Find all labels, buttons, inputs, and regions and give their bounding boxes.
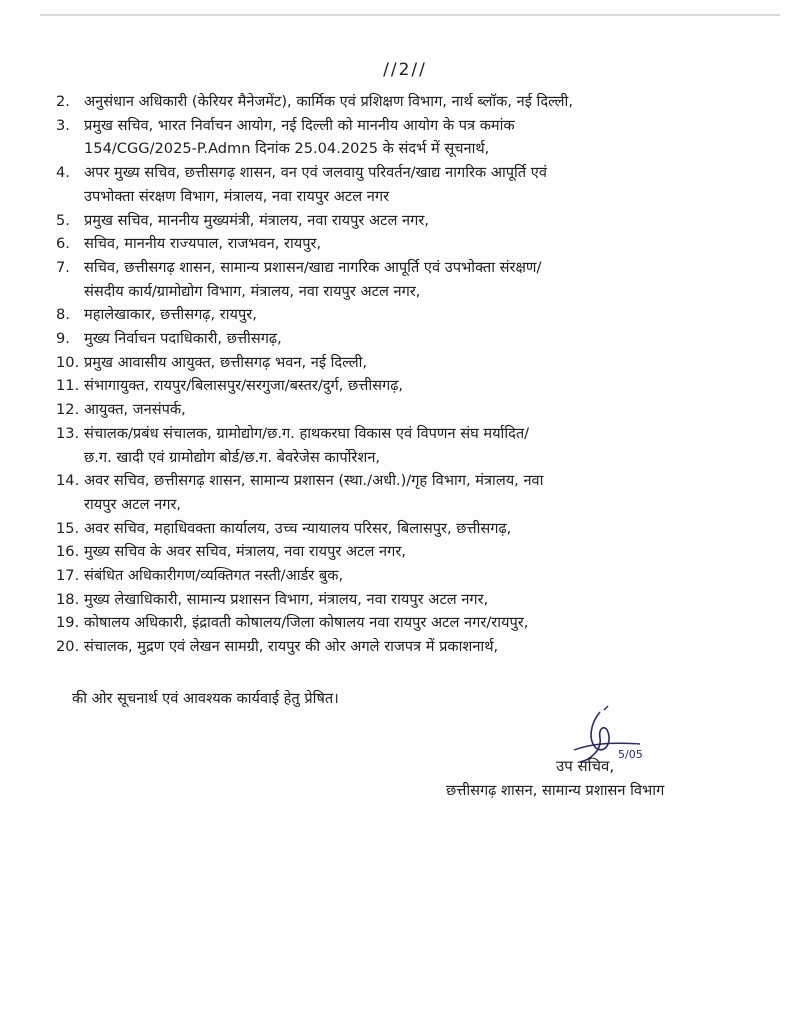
list-item-number: 6. bbox=[56, 235, 70, 253]
page-number: //2// bbox=[383, 60, 427, 80]
list-item-number: 5. bbox=[56, 211, 70, 229]
page-edge-line bbox=[40, 14, 780, 16]
list-item-number: 3. bbox=[56, 116, 70, 134]
list-item-number: 17. bbox=[56, 567, 80, 585]
list-item bbox=[56, 161, 766, 208]
list-item-number: 14. bbox=[56, 472, 80, 490]
list-item bbox=[56, 422, 766, 469]
list-item-number: 4. bbox=[56, 164, 70, 182]
list-item-text: संचालक/प्रबंध संचालक, ग्रामोद्योग/छ.ग. हाथकरघा विकास एवं विपणन संघ मर्यादित/ छ.ग. खादी एवं ग्रामोद्योग बोर्ड/छ.ग. बेवरेजेस कार्पोरेशन, bbox=[84, 424, 530, 466]
list-item-text: संबंधित अधिकारीगण/व्यक्तिगत नस्ती/आर्डर बुक, bbox=[84, 567, 344, 585]
list-item-text: सचिव, छत्तीसगढ़ शासन, सामान्य प्रशासन/खाद्य नागरिक आपूर्ति एवं उपभोक्ता संरक्षण/ संसदीय कार्य/ग्रामोद्योग विभाग, मंत्रालय, नवा रायपुर अटल नगर, bbox=[84, 258, 542, 300]
list-item-text: संचालक, मुद्रण एवं लेखन सामग्री, रायपुर की ओर अगले राजपत्र में प्रकाशनार्थ, bbox=[84, 638, 499, 656]
list-item bbox=[56, 588, 766, 612]
signature-date: 5/05 bbox=[618, 748, 643, 761]
list-item-text: महालेखाकार, छत्तीसगढ़, रायपुर, bbox=[84, 306, 257, 324]
list-item bbox=[56, 564, 766, 588]
list-item-text: अवर सचिव, छत्तीसगढ़ शासन, सामान्य प्रशासन (स्था./अधी.)/गृह विभाग, मंत्रालय, नवा रायपुर अटल नगर, bbox=[84, 472, 544, 513]
list-item bbox=[56, 114, 766, 161]
list-item-number: 10. bbox=[56, 353, 80, 371]
list-item bbox=[56, 469, 766, 516]
list-item-number: 7. bbox=[56, 258, 70, 276]
list-item-number: 20. bbox=[56, 638, 80, 656]
list-item bbox=[56, 611, 766, 635]
list-item-number: 13. bbox=[56, 424, 80, 442]
list-item bbox=[56, 351, 766, 375]
list-item bbox=[56, 540, 766, 564]
list-item-text: मुख्य लेखाधिकारी, सामान्य प्रशासन विभाग, मंत्रालय, नवा रायपुर अटल नगर, bbox=[84, 590, 489, 608]
list-item bbox=[56, 517, 766, 541]
list-item-number: 2. bbox=[56, 93, 70, 110]
list-item bbox=[56, 327, 766, 351]
list-item-number: 18. bbox=[56, 590, 80, 608]
list-item-number: 11. bbox=[56, 377, 80, 395]
list-item-text: अवर सचिव, महाधिवक्ता कार्यालय, उच्च न्यायालय परिसर, बिलासपुर, छत्तीसगढ़, bbox=[84, 519, 512, 537]
list-item-text: प्रमुख सचिव, माननीय मुख्यमंत्री, मंत्रालय, नवा रायपुर अटल नगर, bbox=[84, 211, 429, 229]
list-item-text: अनुसंधान अधिकारी (केरियर मैनेजमेंट), कार्मिक एवं प्रशिक्षण विभाग, नार्थ ब्लॉक, नई दिल्ली, bbox=[84, 93, 573, 110]
list-item-text: संभागायुक्त, रायपुर/बिलासपुर/सरगुजा/बस्तर/दुर्ग, छत्तीसगढ़, bbox=[84, 377, 404, 395]
list-item-text: सचिव, माननीय राज्यपाल, राजभवन, रायपुर, bbox=[84, 235, 322, 253]
signatory-designation: उप सचिव, bbox=[556, 757, 615, 775]
forwarding-note: की ओर सूचनार्थ एवं आवश्यक कार्यवाई हेतु प्रेषित। bbox=[72, 690, 339, 707]
list-item bbox=[56, 256, 766, 303]
list-item bbox=[56, 90, 766, 114]
list-item-text: प्रमुख सचिव, भारत निर्वाचन आयोग, नई दिल्ली को माननीय आयोग के पत्र कमांक 154/CGG/2025-P.Admn दिनांक 25.04.2025 के संदर्भ में सूचनार्थ, bbox=[84, 116, 515, 158]
list-item-number: 12. bbox=[56, 401, 80, 419]
signatory-department: छत्तीसगढ़ शासन, सामान्य प्रशासन विभाग bbox=[446, 782, 665, 799]
list-item-number: 19. bbox=[56, 614, 80, 632]
list-item-number: 15. bbox=[56, 519, 80, 537]
list-item bbox=[56, 303, 766, 327]
list-item-text: आयुक्त, जनसंपर्क, bbox=[84, 401, 186, 419]
list-item-text: मुख्य निर्वाचन पदाधिकारी, छत्तीसगढ़, bbox=[84, 330, 282, 348]
list-item-number: 9. bbox=[56, 330, 70, 348]
list-item bbox=[56, 232, 766, 256]
list-item-number: 16. bbox=[56, 543, 80, 561]
distribution-list bbox=[56, 90, 766, 659]
list-item-text: प्रमुख आवासीय आयुक्त, छत्तीसगढ़ भवन, नई दिल्ली, bbox=[84, 353, 368, 371]
list-item bbox=[56, 398, 766, 422]
list-item bbox=[56, 635, 766, 659]
list-item-text: अपर मुख्य सचिव, छत्तीसगढ़ शासन, वन एवं जलवायु परिवर्तन/खाद्य नागरिक आपूर्ति एवं उपभोक्ता संरक्षण विभाग, मंत्रालय, नवा रायपुर अटल नगर bbox=[84, 164, 547, 205]
list-item bbox=[56, 374, 766, 398]
list-item bbox=[56, 209, 766, 233]
list-item-number: 8. bbox=[56, 306, 70, 324]
list-item-text: मुख्य सचिव के अवर सचिव, मंत्रालय, नवा रायपुर अटल नगर, bbox=[84, 543, 406, 561]
list-item-text: कोषालय अधिकारी, इंद्रावती कोषालय/जिला कोषालय नवा रायपुर अटल नगर/रायपुर, bbox=[84, 614, 529, 632]
